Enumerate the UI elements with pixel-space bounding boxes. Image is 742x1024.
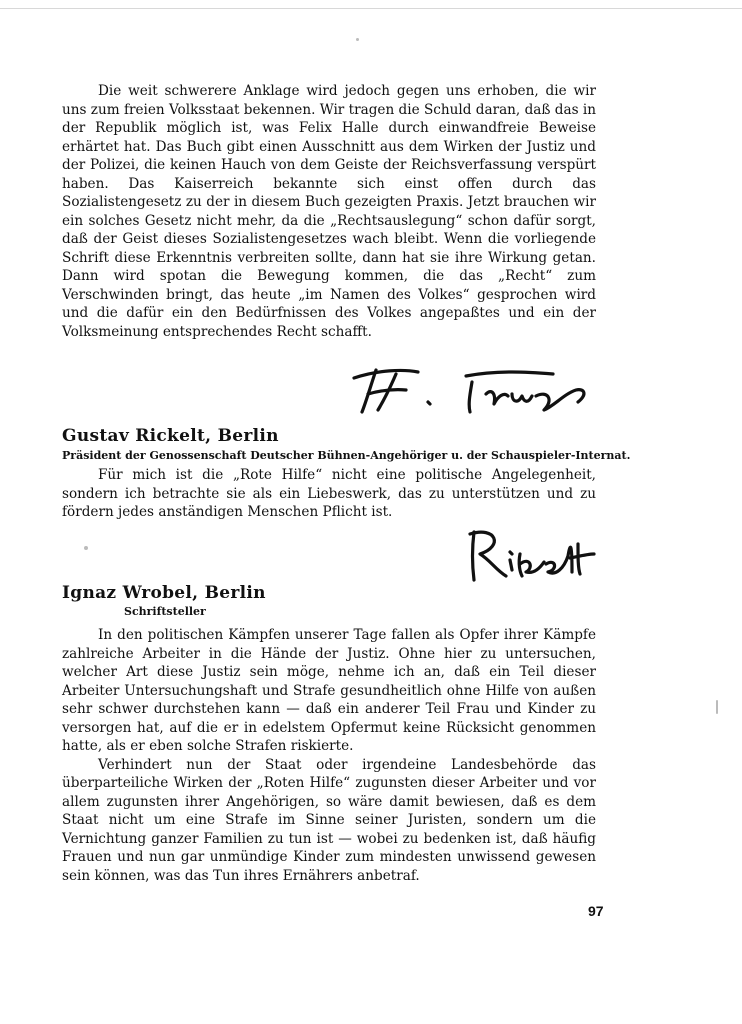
wrobel-section: [62, 626, 596, 885]
author-role-rickelt: Präsident der Genossenschaft Deutscher Bühnen-Angehöriger u. der Schauspieler-Internat.: [62, 449, 631, 462]
page-number: 97: [588, 903, 604, 919]
author-role-wrobel: Schriftsteller: [124, 605, 206, 618]
signature-2: [460, 524, 600, 588]
rickelt-section: [62, 466, 596, 522]
rickelt-paragraph: Für mich ist die „Rote Hilfe“ nicht eine politische Angelegenheit, sondern ich betrachte sie als ein Liebeswerk, das zu unterstützen und zu fördern jedes anständigen Menschen Pflicht ist.: [62, 467, 596, 520]
intro-paragraph: Die weit schwerere Anklage wird jedoch gegen uns erhoben, die wir uns zum freien Volksstaat bekennen. Wir tragen die Schuld daran, daß das in der Republik möglich ist, was Felix Halle durch einwandfreie Beweise erhärtet hat. Das Buch gibt einen Ausschnitt aus dem Wirken der Justiz und der Polizei, die keinen Hauch von dem Geiste der Reichsverfassung verspürt haben. Das Kaiserreich bekannte sich einst offen durch das Sozialistengesetz zu der in diesem Buch gezeigten Praxis. Jetzt brauchen wir ein solches Gesetz nicht mehr, da die „Rechtsauslegung“ schon dafür sorgt, daß der Geist dieses Sozialistengesetzes wach bleibt. Wenn die vorliegende Schrift diese Erkenntnis verbreiten sollte, dann hat sie ihre Wirkung getan. Dann wird spotan die Bewegung kommen, die das „Recht“ zum Verschwinden bringt, das heute „im Namen des Volkes“ gesprochen wird und die dafür ein den Bedürfnissen des Volkes angepaßtes und ein der Volksmeinung entsprechendes Recht schafft.: [62, 83, 596, 340]
wrobel-paragraph-2: Verhindert nun der Staat oder irgendeine Landesbehörde das überparteiliche Wirken der „Roten Hilfe“ zugunsten dieser Arbeiter und vor allem zugunsten ihrer Angehörigen, so wäre damit bewiesen, daß es dem Staat nicht um eine Strafe im Sinne seiner Juristen, sondern um die Vernichtung ganzer Familien zu tun ist — wobei zu bedenken ist, daß häufig Frauen und nun gar unmündige Kinder zum mindesten unwissend gewesen sein können, was das Tun ihres Ernährers anbetraf.: [62, 756, 596, 884]
author-name-rickelt: Gustav Rickelt, Berlin: [62, 426, 279, 446]
scan-edge-line: [0, 8, 742, 9]
signature-1: [348, 360, 598, 420]
scan-speck: [356, 38, 359, 41]
scan-speck: [716, 700, 718, 714]
scan-speck: [84, 546, 88, 550]
wrobel-paragraph-1: In den politischen Kämpfen unserer Tage fallen als Opfer ihrer Kämpfe zahlreiche Arbeiter in die Hände der Justiz. Ohne hier zu untersuchen, welcher Art diese Justiz sein möge, nehme ich an, daß ein Teil dieser Arbeiter Untersuchungshaft und Strafe gesundheitlich ohne Hilfe von außen sehr schwer durchstehen kann — daß ein anderer Teil Frau und Kinder zu versorgen hat, auf die er in edelstem Opfermut keine Rücksicht genommen hatte, als er eben solche Strafen riskierte.: [62, 627, 596, 754]
intro-section: [62, 82, 596, 341]
author-name-wrobel: Ignaz Wrobel, Berlin: [62, 583, 266, 603]
